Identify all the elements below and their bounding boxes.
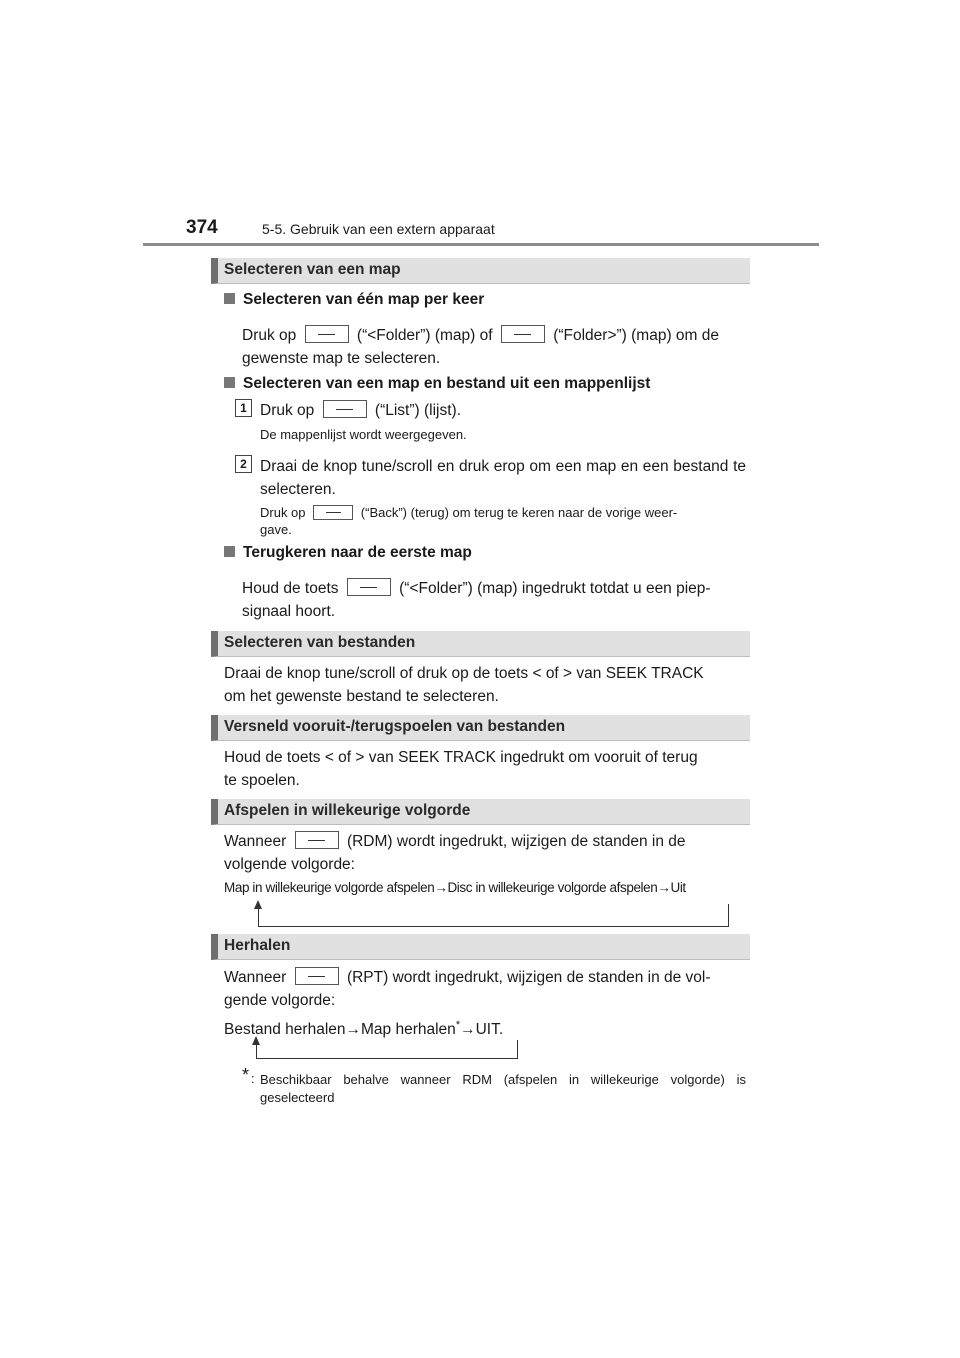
text: (“Folder>”) (map) om de xyxy=(553,327,719,344)
section-heading-fast xyxy=(211,715,750,741)
button-placeholder-icon xyxy=(295,967,339,985)
sequence-item: UIT. xyxy=(475,1021,504,1039)
footnote-marker: * xyxy=(242,1065,250,1085)
subheading-text: Selecteren van één map per keer xyxy=(243,291,485,308)
step-2-note xyxy=(260,505,746,521)
footnote-text: Beschikbaar behalve wanneer RDM (afspelen in willekeurige volgorde) is geselecteerd xyxy=(260,1072,746,1105)
paragraph-first-folder xyxy=(242,577,711,600)
section-heading-random xyxy=(211,799,750,825)
sequence-item: Map herhalen xyxy=(361,1021,456,1039)
text: (“List”) (lijst). xyxy=(374,402,461,419)
section-heading-files xyxy=(211,631,750,657)
text: (“<Folder”) (map) ingedrukt totdat u een piep- xyxy=(399,580,711,597)
text: Druk op xyxy=(242,327,297,344)
text: (“Back”) (terug) om terug te keren naar de vorige weer- xyxy=(360,505,678,520)
text: Wanneer xyxy=(224,833,287,850)
arrow-up-icon xyxy=(254,900,262,909)
button-placeholder-icon xyxy=(295,831,339,849)
section-title: Selecteren van bestanden xyxy=(224,634,416,651)
arrow-right-icon: → xyxy=(434,880,448,895)
sequence-item: Disc in willekeurige volgorde afspelen xyxy=(447,880,658,895)
text: Druk op xyxy=(260,505,306,520)
section-heading-map xyxy=(211,258,750,284)
arrow-right-icon: → xyxy=(345,1021,362,1039)
arrow-up-icon xyxy=(252,1036,260,1045)
paragraph-line: te spoelen. xyxy=(224,772,300,789)
sequence-item: Map in willekeurige volgorde afspelen xyxy=(224,880,435,895)
text: Druk op xyxy=(260,402,315,419)
square-bullet-icon xyxy=(224,546,235,557)
text: (RPT) wordt ingedrukt, wijzigen de standen in de vol- xyxy=(346,969,711,986)
button-placeholder-icon xyxy=(305,325,349,343)
button-placeholder-icon xyxy=(323,400,367,418)
step-2-text: Draai de knop tune/scroll en druk erop om een map en een bestand te selecteren. xyxy=(260,458,746,498)
header-divider xyxy=(143,243,819,246)
paragraph-files: Draai de knop tune/scroll of druk op de toets < of > van SEEK TRACK xyxy=(224,665,704,682)
section-title: Afspelen in willekeurige volgorde xyxy=(224,802,471,819)
section-title: Versneld vooruit-/terugspoelen van bestanden xyxy=(224,718,566,735)
sequence-item: Uit xyxy=(670,880,686,895)
paragraph-line: signaal hoort. xyxy=(242,603,336,620)
square-bullet-icon xyxy=(224,293,235,304)
cycle-line xyxy=(256,1040,518,1059)
step-2-note-line: gave. xyxy=(260,522,292,537)
footnote-colon: : xyxy=(251,1071,255,1086)
paragraph-line: gende volgorde: xyxy=(224,992,336,1009)
arrow-right-icon: → xyxy=(460,1021,476,1039)
arrow-right-icon: → xyxy=(657,880,671,895)
text: Wanneer xyxy=(224,969,287,986)
button-placeholder-icon xyxy=(313,505,353,520)
cycle-line xyxy=(258,904,729,927)
paragraph-line: om het gewenste bestand te selecteren. xyxy=(224,688,499,705)
subheading-folder-list xyxy=(224,375,650,393)
section-title: Herhalen xyxy=(224,937,291,954)
step-number-1: 1 xyxy=(235,399,252,417)
footnote-marker: * xyxy=(455,1019,461,1031)
subheading-first-folder xyxy=(224,544,472,562)
paragraph-line: gewenste map te selecteren. xyxy=(242,350,441,367)
random-sequence xyxy=(224,880,686,895)
step-1-text xyxy=(260,399,461,422)
text: (“<Folder”) (map) of xyxy=(356,327,493,344)
subheading-text: Terugkeren naar de eerste map xyxy=(243,544,472,561)
subheading-text: Selecteren van een map en bestand uit een mappenlijst xyxy=(243,375,651,392)
paragraph-random xyxy=(224,830,686,853)
page-number: 374 xyxy=(186,217,218,238)
paragraph-repeat xyxy=(224,966,711,989)
paragraph-single-folder xyxy=(242,324,747,347)
button-placeholder-icon xyxy=(347,578,391,596)
section-title: Selecteren van een map xyxy=(224,261,401,278)
cycle-line-up xyxy=(258,906,259,927)
square-bullet-icon xyxy=(224,377,235,388)
subheading-single-folder xyxy=(224,291,484,309)
sequence-item: Bestand herhalen xyxy=(224,1021,346,1039)
text: (RDM) wordt ingedrukt, wijzigen de standen in de xyxy=(346,833,686,850)
step-number-2: 2 xyxy=(235,455,252,473)
repeat-sequence xyxy=(224,1014,503,1041)
button-placeholder-icon xyxy=(501,325,545,343)
chapter-title: 5-5. Gebruik van een extern apparaat xyxy=(262,221,495,237)
paragraph-fast: Houd de toets < of > van SEEK TRACK ingedrukt om vooruit of terug xyxy=(224,749,698,766)
text: Houd de toets xyxy=(242,580,339,597)
paragraph-line: volgende volgorde: xyxy=(224,856,355,873)
section-heading-repeat xyxy=(211,934,750,960)
step-1-note: De mappenlijst wordt weergegeven. xyxy=(260,427,467,442)
